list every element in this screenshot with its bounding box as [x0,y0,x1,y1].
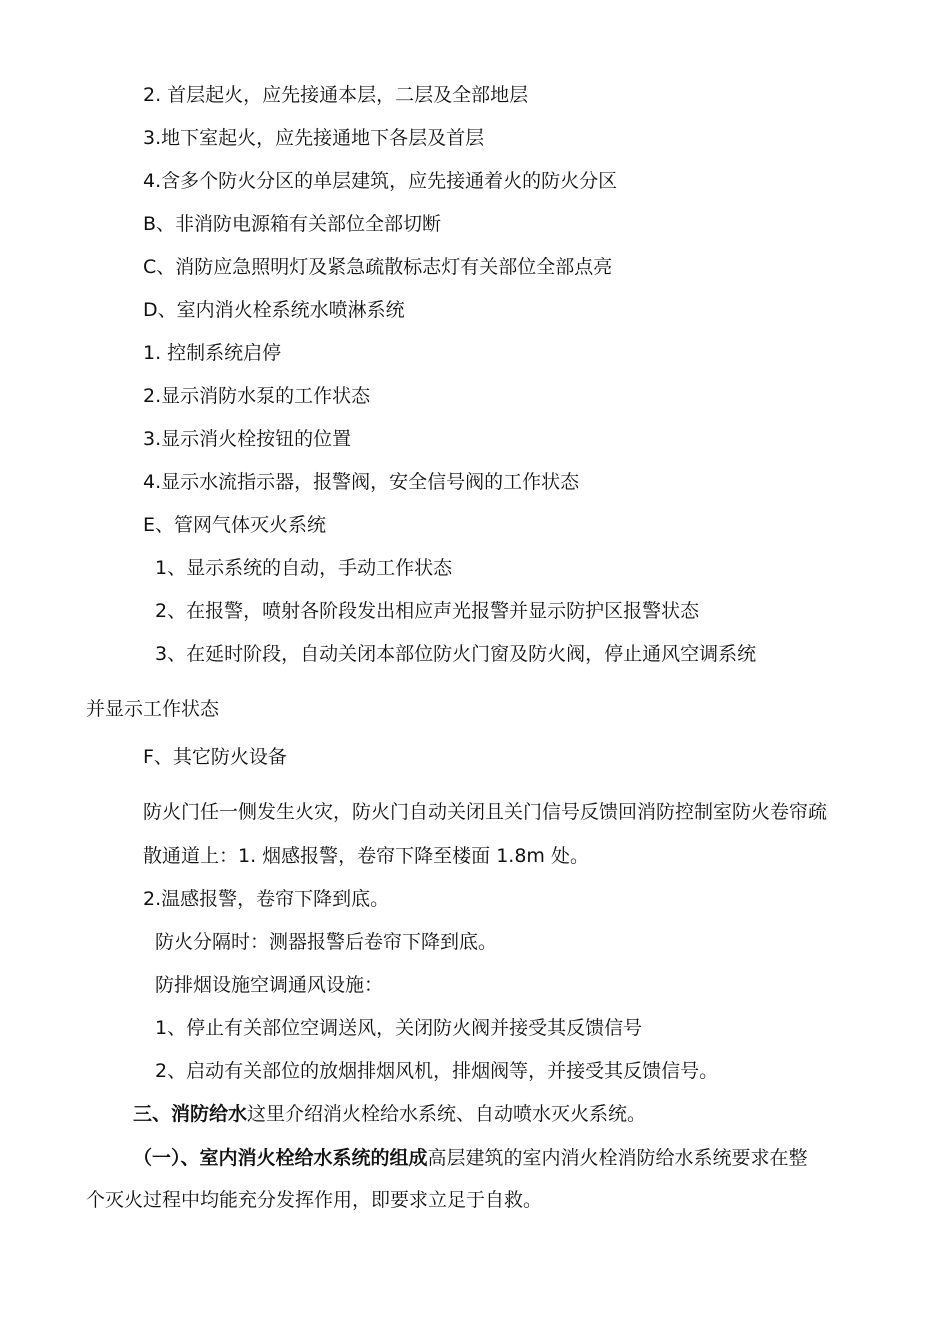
section-heading: 三、消防给水 [133,1103,248,1125]
text-line: 3.显示消火栓按钮的位置 [143,428,352,450]
subsection-text: 高层建筑的室内消火栓消防给水系统要求在整 [427,1147,808,1169]
section-heading-line [133,1101,646,1127]
text-line: 2.显示消防水泵的工作状态 [143,385,371,407]
text-line: D、室内消火栓系统水喷淋系统 [143,299,405,321]
text-line: C、消防应急照明灯及紧急疏散标志灯有关部位全部点亮 [143,256,613,278]
text-line: B、非消防电源箱有关部位全部切断 [143,213,442,235]
text-line: F、其它防火设备 [143,746,287,768]
text-line: 4.显示水流指示器，报警阀，安全信号阀的工作状态 [143,471,580,493]
subsection-heading: （一）、室内消火栓给水系统的组成 [133,1147,428,1169]
text-line: 防排烟设施空调通风设施： [155,974,384,996]
text-line: 2、启动有关部位的放烟排烟风机，排烟阀等，并接受其反馈信号。 [155,1060,719,1082]
text-line: 2. 首层起火，应先接通本层，二层及全部地层 [143,84,529,106]
text-line: 2.温感报警，卷帘下降到底。 [143,888,390,910]
text-line: 3.地下室起火，应先接通地下各层及首层 [143,127,485,149]
text-line: 1、显示系统的自动，手动工作状态 [155,557,453,579]
text-line: 并显示工作状态 [86,698,220,720]
text-line: 4.含多个防火分区的单层建筑，应先接通着火的防火分区 [143,170,618,192]
text-line: 防火分隔时：测器报警后卷帘下降到底。 [155,931,498,953]
text-line: 防火门任一侧发生火灾，防火门自动关闭且关门信号反馈回消防控制室防火卷帘疏 [143,801,828,823]
text-line: 散通道上：1. 烟感报警，卷帘下降至楼面 1.8m 处。 [143,845,589,867]
text-line: 2、在报警，喷射各阶段发出相应声光报警并显示防护区报警状态 [155,600,700,622]
text-line: 1. 控制系统启停 [143,342,282,364]
section-text: 这里介绍消火栓给水系统、自动喷水灭火系统。 [247,1103,647,1125]
text-line: 3、在延时阶段，自动关闭本部位防火门窗及防火阀，停止通风空调系统 [155,643,757,665]
subsection-heading-line [133,1145,808,1171]
subsection-continuation: 个灭火过程中均能充分发挥作用，即要求立足于自救。 [86,1189,543,1211]
text-line: E、管网气体灭火系统 [143,514,327,536]
text-line: 1、停止有关部位空调送风，关闭防火阀并接受其反馈信号 [155,1017,643,1039]
